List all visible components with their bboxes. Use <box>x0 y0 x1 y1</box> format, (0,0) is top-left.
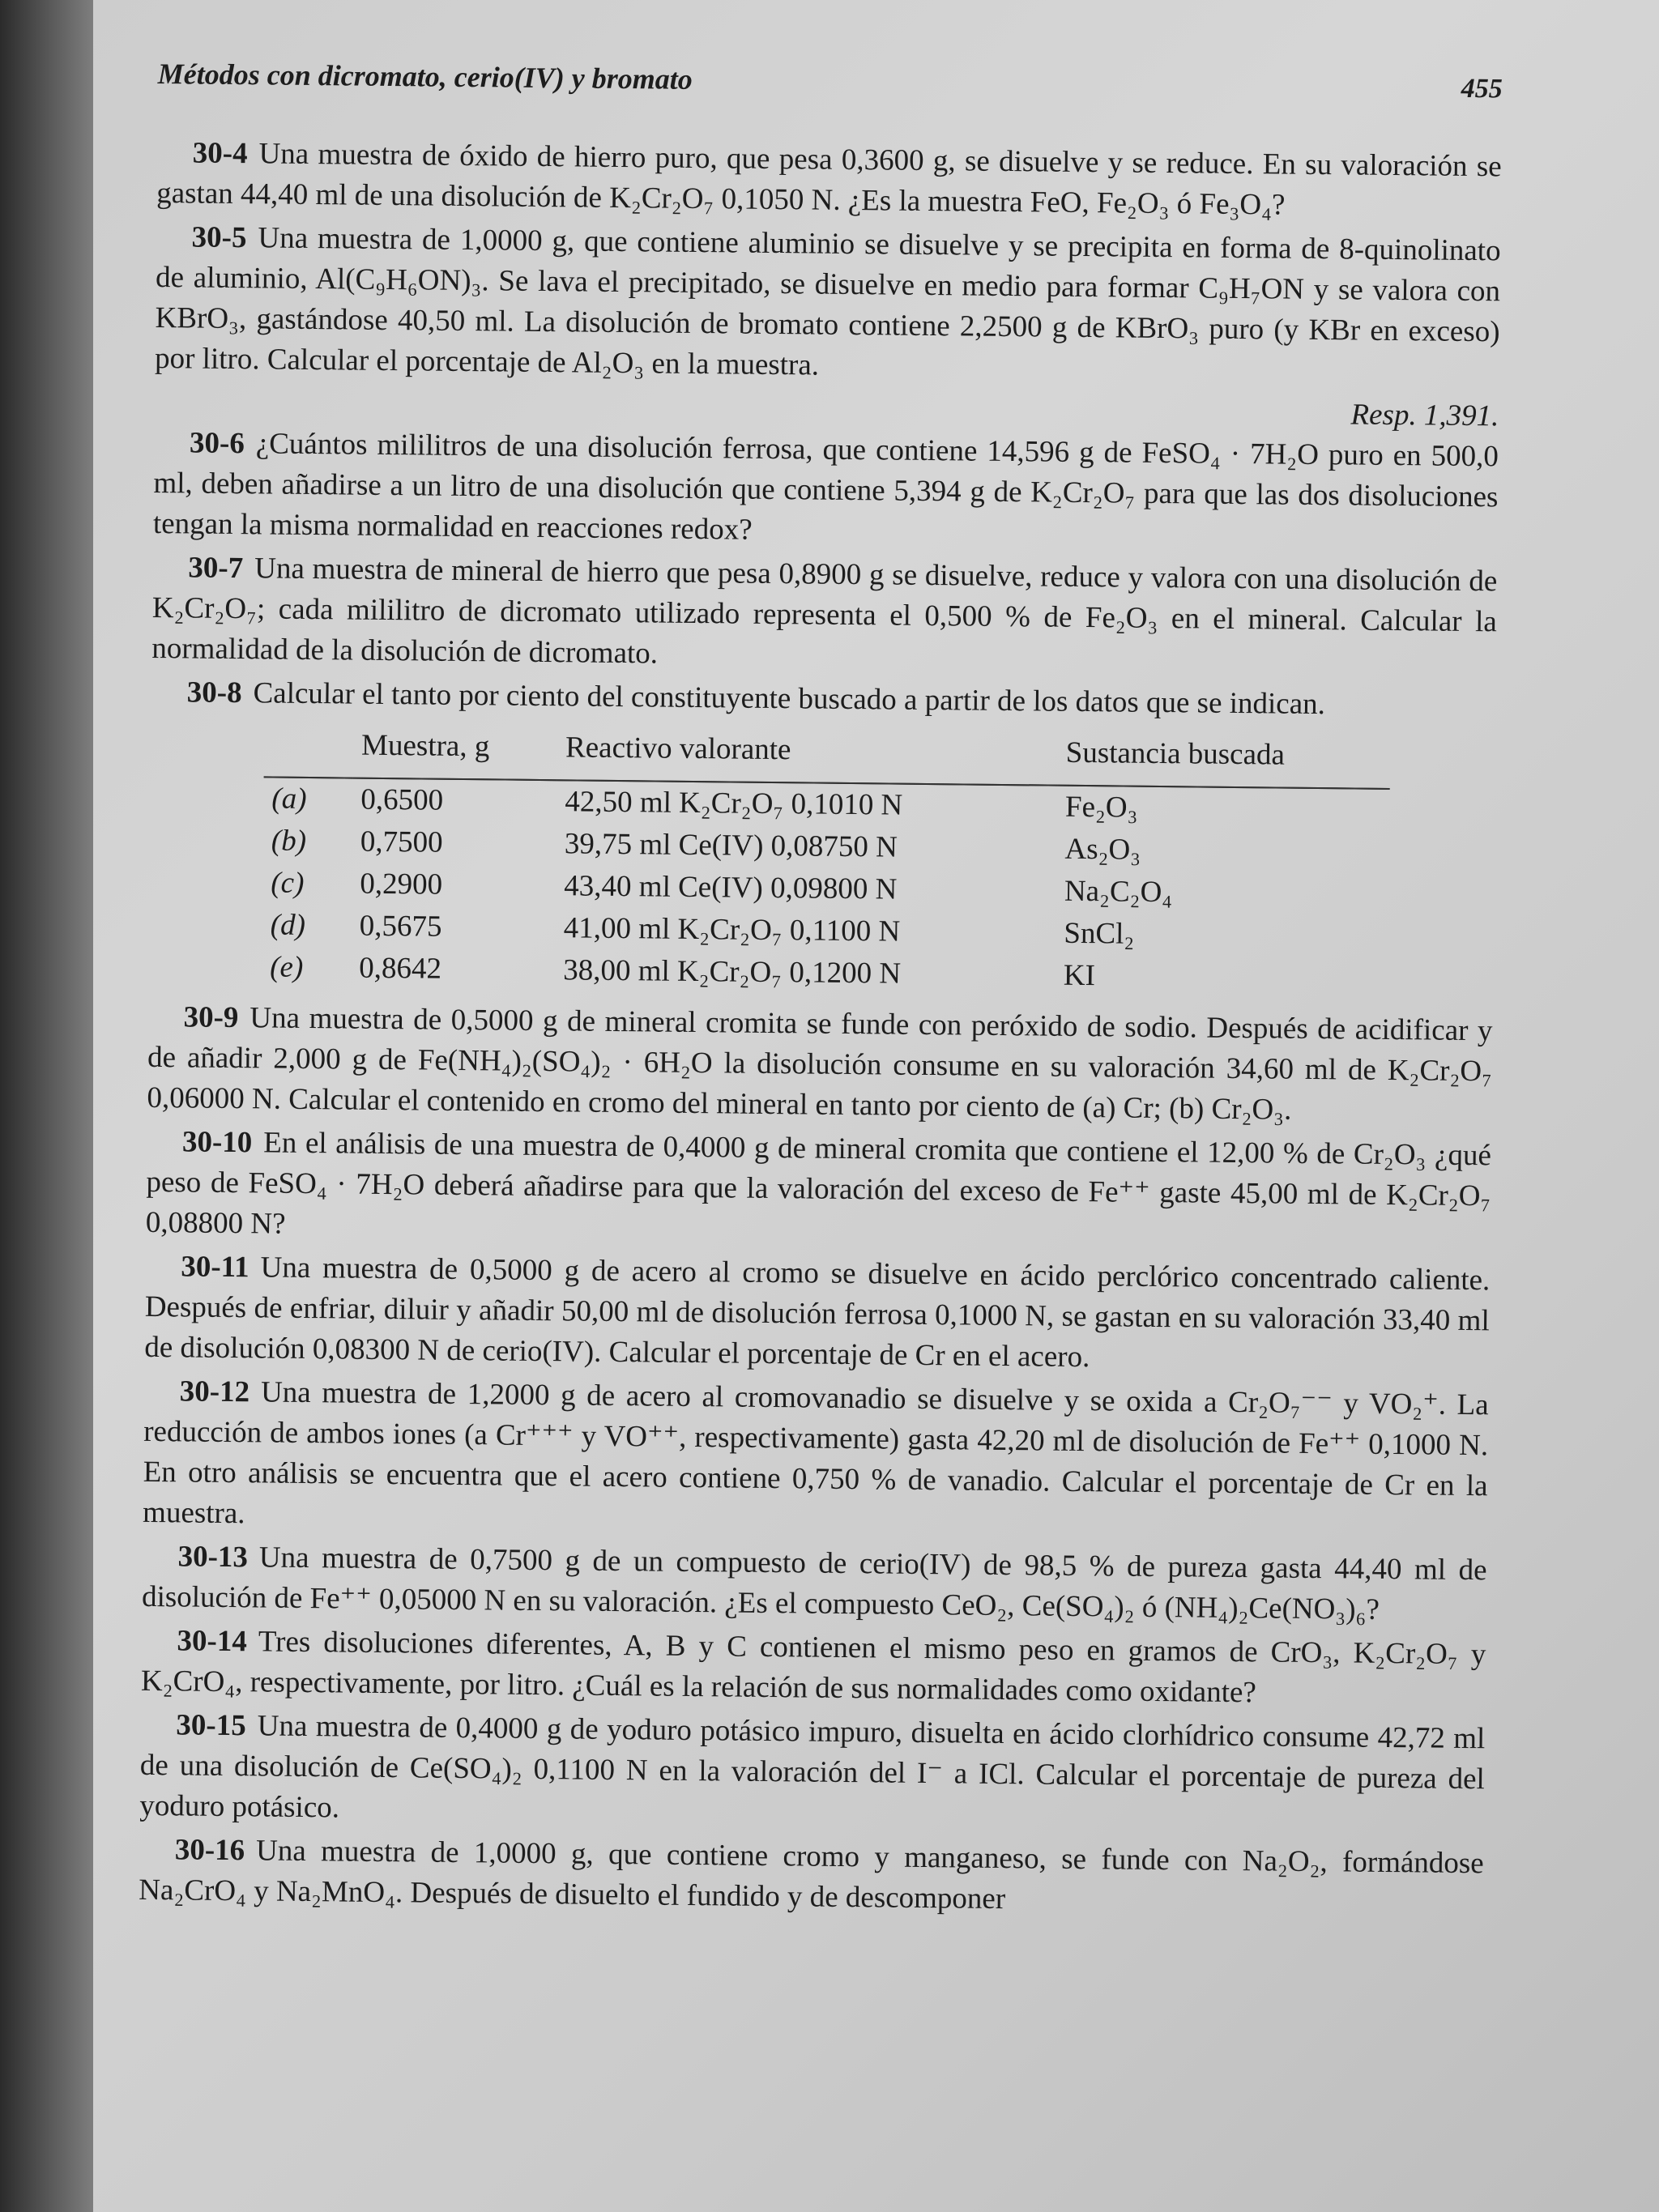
problem-30-14: 30-14 Tres disoluciones diferentes, A, B y C contienen el mismo peso en gramos de CrO₃, K₂Cr₂O₇ y K₂CrO₄, respectivamente, por litro. ¿Cuál es la relación de sus normalidades como oxidante? <box>140 1624 1486 1710</box>
chapter-title: Métodos con dicromato, cerio(IV) y bromato <box>157 57 693 96</box>
problem-30-11: 30-11 Una muestra de 0,5000 g de acero al cromo se disuelve en ácido perclórico concentrado caliente. Después de enfriar, diluir y añadir 50,00 ml de disolución ferrosa 0,1000 N, se gastan en su valoración 33,40 ml de disolución 0,08300 N de cerio(IV). Calcular el porcentaje de Cr en el acero. <box>144 1250 1491 1375</box>
table-header-substance: Sustancia buscada <box>1057 732 1390 789</box>
table-row: (a) 0,6500 42,50 ml K₂Cr₂O₇ 0,1010 N Fe₂O₃ <box>271 782 1138 825</box>
data-table <box>262 723 1390 1000</box>
problem-30-4: 30-4 Una muestra de óxido de hierro puro, que pesa 0,3600 g, se disuelve y se reduce. En su valoración se gastan 44,40 ml de una disolución de K₂Cr₂O₇ 0,1050 N. ¿Es la muestra FeO, Fe₂O₃ ó Fe₃O₄? <box>156 136 1502 222</box>
table-row: (e) 0,8642 38,00 ml K₂Cr₂O₇ 0,1200 N KI <box>270 950 1096 993</box>
problem-30-10: 30-10 En el análisis de una muestra de 0,4000 g de mineral cromita que contiene el 12,00 % de Cr₂O₃ ¿qué peso de FeSO₄ · 7H₂O deberá añadirse para que la valoración del exceso de Fe⁺⁺ gaste 45,00 ml de K₂Cr₂O₇ 0,08800 N? <box>145 1125 1492 1241</box>
answer-30-5: Resp. 1,391. <box>1350 398 1499 433</box>
book-page <box>93 0 1659 2212</box>
table-header-mass: Muestra, g <box>353 725 558 781</box>
table-header-reagent: Reactivo valorante <box>557 727 1058 785</box>
problem-30-8: 30-8 Calcular el tanto por ciento del constituyente buscado a partir de los datos que se indican. <box>186 676 1326 722</box>
running-header <box>158 57 1503 104</box>
table-header-label <box>264 723 354 778</box>
problem-30-7: 30-7 Una muestra de mineral de hierro que pesa 0,8900 g se disuelve, reduce y valora con una disolución de K₂Cr₂O₇; cada mililitro de dicromato utilizado representa el 0,500 % de Fe₂O₃ en el mineral. Calcular la normalidad de la disolución de dicromato. <box>151 551 1498 671</box>
problem-30-16: 30-16 Una muestra de 1,0000 g, que contiene cromo y manganeso, se funde con Na₂O₂, formándose Na₂CrO₄ y Na₂MnO₄. Después de disuelto el fundido y de descomponer <box>139 1833 1484 1916</box>
page-content <box>139 57 1503 1928</box>
table-row: (d) 0,5675 41,00 ml K₂Cr₂O₇ 0,1100 N SnCl₂ <box>270 908 1135 951</box>
problem-30-9: 30-9 Una muestra de 0,5000 g de mineral cromita se funde con peróxido de sodio. Después de acidificar y de añadir 2,000 g de Fe(NH₄)₂(SO₄)₂ · 6H₂O la disolución consume en su valoración 34,60 ml de K₂Cr₂O₇ 0,06000 N. Calcular el contenido en cromo del mineral en tanto por ciento de (a) Cr; (b) Cr₂O₃. <box>147 1000 1493 1127</box>
problem-30-12: 30-12 Una muestra de 1,2000 g de acero al cromovanadio se disuelve y se oxida a Cr₂O₇⁻⁻ y VO₂⁺. La reducción de ambos iones (a Cr⁺⁺⁺ y VO⁺⁺, respectivamente) gasta 42,20 ml de disolución de Fe⁺⁺ 0,1000 N. En otro análisis se encuentra que el acero contiene 0,750 % de vanadio. Calcular el porcentaje de Cr en la muestra. <box>142 1375 1489 1531</box>
problem-30-15: 30-15 Una muestra de 0,4000 g de yoduro potásico impuro, disuelta en ácido clorhídrico consume 42,72 ml de una disolución de Ce(SO₄)₂ 0,1100 N en la valoración del I⁻ a ICl. Calcular el porcentaje de pureza del yoduro potásico. <box>139 1708 1486 1825</box>
page-number: 455 <box>1461 73 1503 104</box>
book-spine-shadow <box>0 0 93 2212</box>
table-row: (b) 0,7500 39,75 ml Ce(IV) 0,08750 N As₂O₃ <box>271 824 1141 867</box>
problem-30-5: 30-5 Una muestra de 1,0000 g, que contiene aluminio se disuelve y se precipita en forma de 8-quinolinato de aluminio, Al(C₉H₆ON)₃. Se lava el precipitado, se disuelve en medio para formar C₉H₇ON y se valora con KBrO₃, gastándose 40,50 ml. La disolución de bromato contiene 2,2500 g de KBrO₃ puro (y KBr en exceso) por litro. Calcular el porcentaje de Al₂O₃ en la muestra. <box>154 220 1501 382</box>
problem-30-6: 30-6 ¿Cuántos mililitros de una disolución ferrosa, que contiene 14,596 g de FeSO₄ · 7H₂O puro en 500,0 ml, deben añadirse a un litro de una disolución que contiene 5,394 g de K₂Cr₂O₇ para que las dos disoluciones tengan la misma normalidad en reacciones redox? <box>152 426 1499 547</box>
table-row: (c) 0,2900 43,40 ml Ce(IV) 0,09800 N Na₂C₂O₄ <box>271 866 1173 910</box>
problem-30-13: 30-13 Una muestra de 0,7500 g de un compuesto de cerio(IV) de 98,5 % de pureza gasta 44,40 ml de disolución de Fe⁺⁺ 0,05000 N en su valoración. ¿Es el compuesto CeO₂, Ce(SO₄)₂ ó (NH₄)₂Ce(NO₃)₆? <box>141 1540 1487 1626</box>
